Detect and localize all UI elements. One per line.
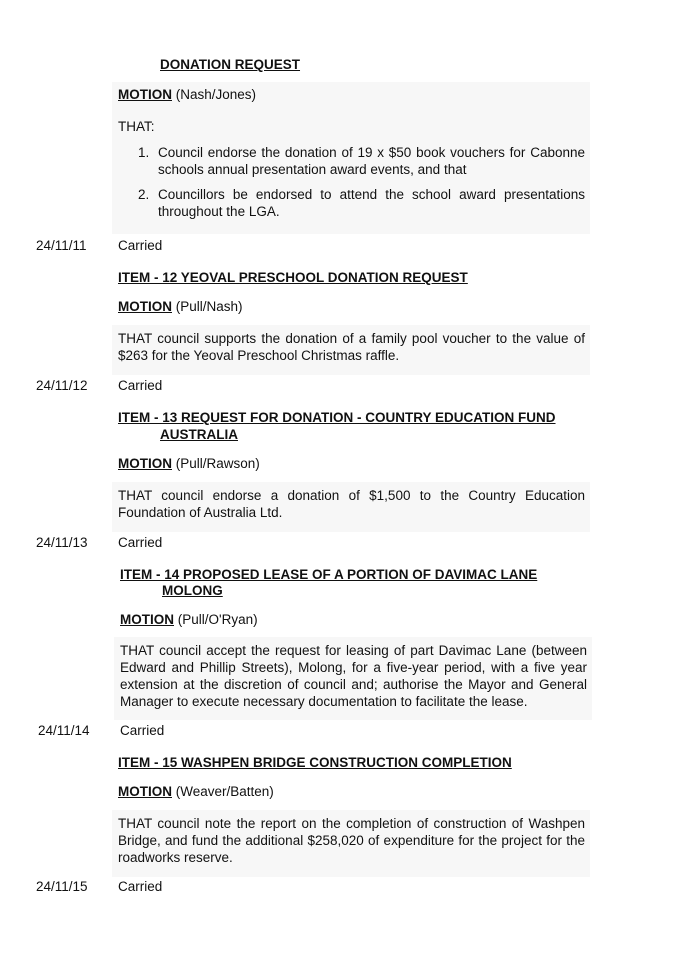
motion-label: MOTION [118,456,172,471]
section4-heading-line2: MOLONG [162,583,223,598]
motion-label: MOTION [118,87,172,102]
resolution-status: Carried [118,378,163,393]
motion-label: MOTION [120,612,174,627]
resolution-number: 24/11/11 [36,238,87,253]
section5-motion [118,784,274,799]
section4-heading-line1: ITEM - 14 PROPOSED LEASE OF A PORTION OF DAVIMAC LANE [120,567,538,582]
section1-motion [118,87,256,102]
motion-movers: (Nash/Jones) [175,87,257,102]
list-item [118,144,585,178]
section4-text: THAT council accept the request for leasing of part Davimac Lane (between Edward and Phillip Streets), Molong, for a five-year period, with a five year extension at the discretion of council and; authorise the Mayor and General Manager to execute necessary documentation to facilitate the lease. [120,643,587,709]
section3-text: THAT council endorse a donation of $1,500 to the Country Education Foundation of Australia Ltd. [118,488,585,520]
that-label: THAT: [118,119,155,134]
motion-movers: (Pull/Rawson) [175,456,260,471]
motion-movers: (Pull/O'Ryan) [177,612,258,627]
motion-label: MOTION [118,299,172,314]
motion-list [118,144,585,220]
list-number: 1. [138,145,150,160]
resolution-status: Carried [118,238,163,253]
section3-heading-line1: ITEM - 13 REQUEST FOR DONATION - COUNTRY EDUCATION FUND [118,410,556,425]
section5-text: THAT council note the report on the completion of construction of Washpen Bridge, and fund the additional $258,020 of expenditure for the project for the roadworks reserve. [118,816,585,865]
resolution-number: 24/11/13 [36,535,88,550]
motion-movers: (Weaver/Batten) [175,784,274,799]
section2-heading: ITEM - 12 YEOVAL PRESCHOOL DONATION REQUEST [118,270,468,285]
section2-motion [118,299,243,314]
list-text: Council endorse the donation of 19 x $50 book vouchers for Cabonne schools annual presentation award events, and that [158,145,585,177]
section5-heading: ITEM - 15 WASHPEN BRIDGE CONSTRUCTION COMPLETION [118,755,512,770]
resolution-number: 24/11/14 [38,723,90,738]
resolution-status: Carried [118,535,163,550]
list-number: 2. [138,187,150,202]
list-item [118,186,585,220]
section3-motion [118,456,260,471]
resolution-status: Carried [120,723,165,738]
motion-movers: (Pull/Nash) [175,299,243,314]
section1-heading: DONATION REQUEST [160,57,301,72]
section3-heading-line2: AUSTRALIA [160,427,238,442]
resolution-number: 24/11/12 [36,378,88,393]
list-text: Councillors be endorsed to attend the school award presentations throughout the LGA. [158,187,585,219]
motion-label: MOTION [118,784,172,799]
resolution-status: Carried [118,879,163,894]
section4-motion [120,612,258,627]
section2-text: THAT council supports the donation of a family pool voucher to the value of $263 for the Yeoval Preschool Christmas raffle. [118,331,585,363]
resolution-number: 24/11/15 [36,879,88,894]
